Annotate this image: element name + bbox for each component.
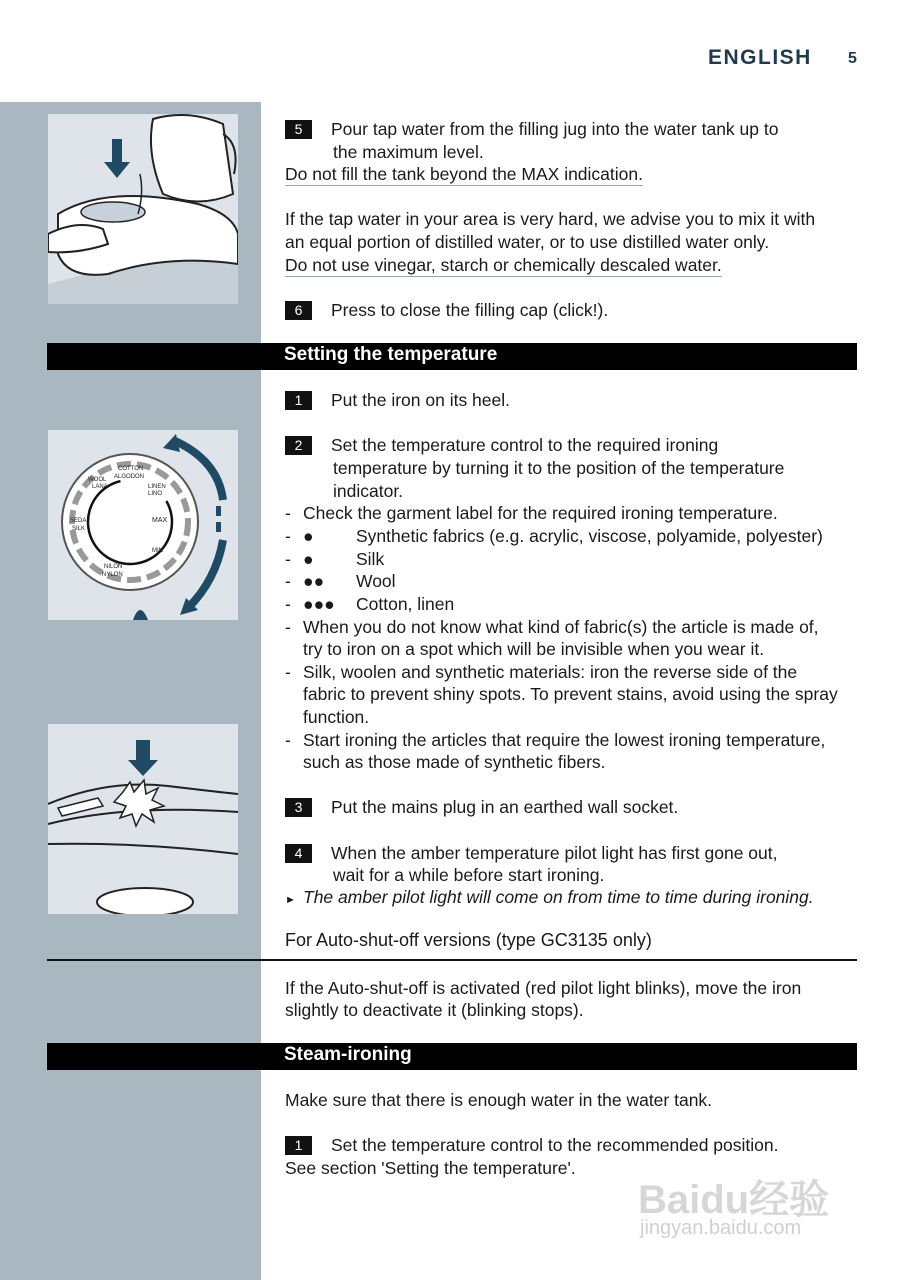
pilot-note-text: The amber pilot light will come on from time to time during ironing. (303, 887, 814, 907)
fabric-dots: ●●● (303, 594, 335, 614)
steam-step-1 (285, 1134, 778, 1157)
tip-3-line2: such as those made of synthetic fibers. (303, 752, 606, 772)
hard-water-line1: If the tap water in your area is very hard, we advise you to mix it with (285, 209, 816, 229)
vinegar-warning: Do not use vinegar, starch or chemically descaled water. (285, 255, 722, 275)
section-bar-steam (47, 1043, 857, 1070)
auto-off-heading: For Auto-shut-off versions (type GC3135 only) (285, 930, 652, 950)
temp-step-number-2: 2 (285, 436, 312, 455)
dial-label-seda: SEDA (70, 518, 87, 524)
temp-step-number-4: 4 (285, 844, 312, 863)
tip-3-line1: Start ironing the articles that require the lowest ironing temperature, (303, 730, 826, 750)
fabric-text: Wool (356, 571, 396, 591)
max-warning: Do not fill the tank beyond the MAX indication. (285, 164, 643, 184)
tip-2-line3: function. (303, 707, 370, 727)
tip-item: - Start ironing the articles that require the lowest ironing temperature, (285, 730, 826, 750)
fabric-item: - ● Synthetic fabrics (e.g. acrylic, viscose, polyamide, polyester) (285, 526, 823, 546)
check-label-item: - Check the garment label for the required ironing temperature. (285, 503, 778, 523)
step-6-text: Press to close the filling cap (click!). (331, 300, 609, 320)
temp-step-number-1: 1 (285, 391, 312, 410)
tip-1-line1: When you do not know what kind of fabric(s) the article is made of, (303, 617, 819, 637)
fabric-text: Synthetic fabrics (e.g. acrylic, viscose, polyamide, polyester) (356, 526, 823, 546)
step-5-text-line1: Pour tap water from the filling jug into the water tank up to (331, 119, 779, 139)
filling-jug-illustration (48, 114, 238, 304)
steam-step-number-1: 1 (285, 1136, 312, 1155)
page-header-language: ENGLISH (708, 46, 812, 69)
check-label-text: Check the garment label for the required ironing temperature. (303, 503, 778, 523)
pilot-note-item (285, 886, 814, 912)
fabric-item: - ●● Wool (285, 571, 396, 591)
dial-label-algodon: ALGODON (114, 474, 145, 480)
temp-step-2-line2: temperature by turning it to the position of the temperature (333, 458, 785, 478)
step-5-text-line2: the maximum level. (333, 142, 484, 162)
dial-label-max: MAX (152, 517, 168, 524)
temp-step-4-line2: wait for a while before start ironing. (333, 865, 605, 885)
section-heading-temperature: Setting the temperature (284, 344, 498, 365)
temp-step-3 (285, 796, 678, 819)
steam-see-section: See section 'Setting the temperature'. (285, 1158, 576, 1178)
dial-label-lino: LINO (148, 491, 163, 497)
tip-2-line2: fabric to prevent shiny spots. To prevent stains, avoid using the spray (303, 684, 838, 704)
temp-step-4-line1: When the amber temperature pilot light has first gone out, (331, 843, 778, 863)
step-5 (285, 118, 778, 141)
dial-label-nylon: NYLON (102, 572, 123, 578)
temp-step-2-line3: indicator. (333, 481, 404, 501)
fabric-text: Cotton, linen (356, 594, 455, 614)
fabric-item: - ● Silk (285, 549, 385, 569)
dial-label-cotton: COTTON (118, 466, 144, 472)
triangle-bullet-icon: ► (285, 894, 296, 906)
dial-label-lana: LANA (92, 484, 108, 490)
fabric-dots: ● (303, 526, 314, 546)
auto-off-line1: If the Auto-shut-off is activated (red pilot light blinks), move the iron (285, 978, 802, 998)
step-6 (285, 299, 608, 322)
tip-1-line2: try to iron on a spot which will be invisible when you wear it. (303, 639, 765, 659)
section-heading-steam: Steam-ironing (284, 1044, 412, 1065)
temp-step-1 (285, 389, 510, 412)
dial-label-wool: WOOL (88, 477, 107, 483)
watermark-brand: Baidu经验 (638, 1178, 830, 1222)
watermark-url: jingyan.baidu.com (640, 1217, 802, 1239)
auto-off-line2: slightly to deactivate it (blinking stops). (285, 1000, 584, 1020)
fabric-dots: ● (303, 549, 314, 569)
temperature-dial-illustration (48, 430, 238, 620)
dial-label-silk: SILK (72, 526, 86, 532)
dial-label-min: MIN (152, 548, 163, 554)
steam-step-1-text: Set the temperature control to the recommended position. (331, 1135, 779, 1155)
section-bar-temperature (47, 343, 857, 370)
steam-intro: Make sure that there is enough water in the water tank. (285, 1090, 713, 1110)
temp-step-2 (285, 434, 718, 457)
temp-step-number-3: 3 (285, 798, 312, 817)
step-number-5: 5 (285, 120, 312, 139)
fabric-text: Silk (356, 549, 385, 569)
fabric-dots: ●● (303, 571, 325, 591)
step-number-6: 6 (285, 301, 312, 320)
pilot-light-illustration (48, 724, 238, 914)
dial-label-nilon: NILON (104, 564, 123, 570)
page-number: 5 (848, 50, 857, 67)
tip-item: - Silk, woolen and synthetic materials: iron the reverse side of the (285, 662, 798, 682)
temp-step-3-text: Put the mains plug in an earthed wall socket. (331, 797, 679, 817)
fabric-item: - ●●● Cotton, linen (285, 594, 455, 614)
tip-2-line1: Silk, woolen and synthetic materials: iron the reverse side of the (303, 662, 798, 682)
hard-water-line2: an equal portion of distilled water, or to use distilled water only. (285, 232, 770, 252)
auto-off-divider (47, 959, 857, 961)
temp-step-2-line1: Set the temperature control to the required ironing (331, 435, 719, 455)
temp-step-1-text: Put the iron on its heel. (331, 390, 510, 410)
dial-label-linen: LINEN (148, 484, 166, 490)
tip-item: - When you do not know what kind of fabric(s) the article is made of, (285, 617, 819, 637)
temp-step-4 (285, 842, 778, 865)
